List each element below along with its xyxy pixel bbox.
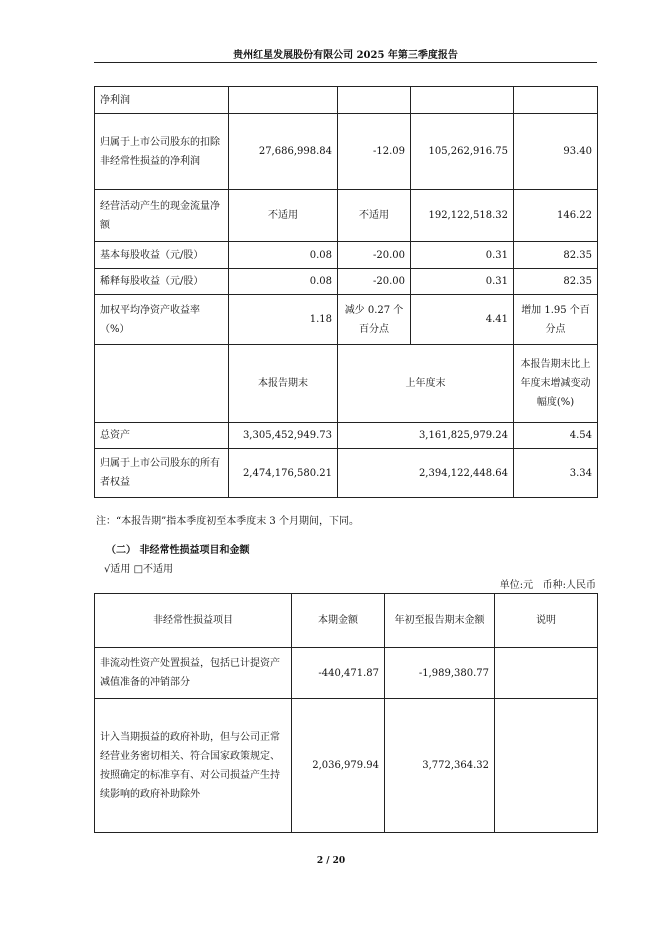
table-cell: 非流动性资产处置损益，包括已计提资产减值准备的冲销部分 bbox=[95, 648, 292, 699]
table-cell: 不适用 bbox=[229, 190, 338, 242]
footnote: 注：“本报告期”指本季度初至本季度末 3 个月期间，下同。 bbox=[96, 516, 359, 527]
table-cell: 净利润 bbox=[95, 87, 229, 114]
table-cell: 归属于上市公司股东的扣除非经常性损益的净利润 bbox=[95, 114, 229, 190]
table-cell: -12.09 bbox=[338, 114, 411, 190]
table-cell: 82.35 bbox=[514, 269, 598, 295]
table-cell: 82.35 bbox=[514, 242, 598, 269]
table-cell: 本报告期末 bbox=[229, 345, 338, 423]
table-row bbox=[95, 648, 598, 699]
table-cell: -20.00 bbox=[338, 269, 411, 295]
table-cell: 计入当期损益的政府补助，但与公司正常经营业务密切相关、符合国家政策规定、按照确定的标准享有、对公司损益产生持续影响的政府补助除外 bbox=[95, 699, 292, 833]
table-cell: 上年度末 bbox=[338, 345, 514, 423]
table-row bbox=[95, 699, 598, 833]
table-row bbox=[95, 114, 598, 190]
applicability-options bbox=[104, 560, 173, 575]
table-cell: 3,161,825,979.24 bbox=[338, 423, 514, 449]
table-cell: 稀释每股收益（元/股） bbox=[95, 269, 229, 295]
table-cell: 4.54 bbox=[514, 423, 598, 449]
financial-indicators-table bbox=[94, 86, 598, 498]
table-cell: 加权平均净资产收益率（%） bbox=[95, 295, 229, 345]
table-cell: 4.41 bbox=[411, 295, 514, 345]
table-cell: 基本每股收益（元/股） bbox=[95, 242, 229, 269]
table-cell: 146.22 bbox=[514, 190, 598, 242]
page-header-title: 贵州红星发展股份有限公司 2025 年第三季度报告 bbox=[233, 50, 458, 61]
table-cell: 2,474,176,580.21 bbox=[229, 449, 338, 498]
table-header-row bbox=[95, 594, 598, 648]
table-row bbox=[95, 87, 598, 114]
table-cell: 2,036,979.94 bbox=[292, 699, 385, 833]
not-applies-option: □不适用 bbox=[133, 564, 174, 575]
table-row bbox=[95, 242, 598, 269]
table-cell: 归属于上市公司股东的所有者权益 bbox=[95, 449, 229, 498]
table-cell: 不适用 bbox=[338, 190, 411, 242]
table-header-cell: 非经常性损益项目 bbox=[95, 594, 292, 648]
table-cell bbox=[338, 87, 411, 114]
non-recurring-items-table bbox=[94, 593, 598, 833]
table-cell bbox=[495, 699, 598, 833]
table-cell: 0.31 bbox=[411, 269, 514, 295]
table-subheader-row bbox=[95, 345, 598, 423]
table-cell: -1,989,380.77 bbox=[385, 648, 495, 699]
table-cell: 192,122,518.32 bbox=[411, 190, 514, 242]
table-cell: 总资产 bbox=[95, 423, 229, 449]
table-row bbox=[95, 190, 598, 242]
header-divider bbox=[94, 62, 597, 63]
table-cell: 3,772,364.32 bbox=[385, 699, 495, 833]
unit-currency-label: 单位:元 币种:人民币 bbox=[499, 580, 596, 591]
table-row bbox=[95, 269, 598, 295]
table-row bbox=[95, 423, 598, 449]
table-cell: 增加 1.95 个百分点 bbox=[514, 295, 598, 345]
table-cell: 本报告期末比上年度末增减变动幅度(%) bbox=[514, 345, 598, 423]
table-cell: 93.40 bbox=[514, 114, 598, 190]
table-cell bbox=[514, 87, 598, 114]
table-cell: -20.00 bbox=[338, 242, 411, 269]
table-cell: 0.08 bbox=[229, 242, 338, 269]
table-cell: -440,471.87 bbox=[292, 648, 385, 699]
table-cell bbox=[95, 345, 229, 423]
table-cell: 1.18 bbox=[229, 295, 338, 345]
table-row bbox=[95, 449, 598, 498]
table-cell: 3,305,452,949.73 bbox=[229, 423, 338, 449]
table-row bbox=[95, 295, 598, 345]
table-header-cell: 本期金额 bbox=[292, 594, 385, 648]
table-cell: 0.31 bbox=[411, 242, 514, 269]
section-title: （二） 非经常性损益项目和金额 bbox=[106, 545, 250, 556]
table-cell: 27,686,998.84 bbox=[229, 114, 338, 190]
table-header-cell: 说明 bbox=[495, 594, 598, 648]
table-cell: 0.08 bbox=[229, 269, 338, 295]
table-cell bbox=[229, 87, 338, 114]
table-cell: 2,394,122,448.64 bbox=[338, 449, 514, 498]
table-cell: 经营活动产生的现金流量净额 bbox=[95, 190, 229, 242]
table-cell bbox=[495, 648, 598, 699]
table-cell: 3.34 bbox=[514, 449, 598, 498]
applies-option: √适用 bbox=[104, 564, 131, 575]
table-cell: 105,262,916.75 bbox=[411, 114, 514, 190]
table-cell: 减少 0.27 个百分点 bbox=[338, 295, 411, 345]
table-header-cell: 年初至报告期末金额 bbox=[385, 594, 495, 648]
table-cell bbox=[411, 87, 514, 114]
page-number: 2 / 20 bbox=[316, 856, 346, 866]
